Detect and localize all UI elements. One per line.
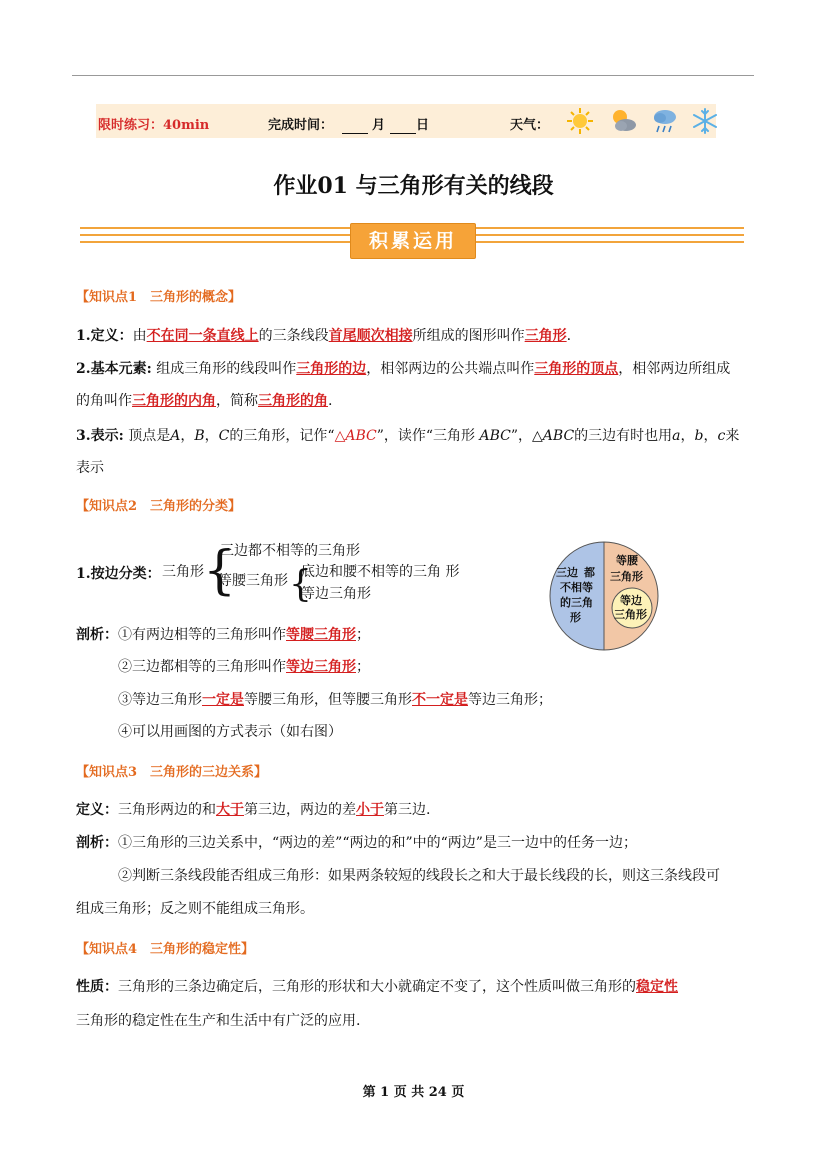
sun-icon[interactable] (565, 106, 595, 136)
text: ”，读作“三角形 (376, 428, 480, 444)
keyword: 小于 (356, 802, 384, 818)
text: 的三角形，记作“ (229, 428, 335, 444)
text: 第三边，两边的差 (244, 802, 356, 818)
kp2-analysis-2 (118, 656, 370, 678)
svg-text:三边: 三边 (556, 566, 578, 579)
text: ，相邻两边的公共端点叫作 (366, 361, 535, 377)
text: ②三边都相等的三角形叫作 (118, 659, 286, 675)
keyword: 大于 (216, 802, 244, 818)
text: ； (356, 627, 370, 643)
text: 等边三角形； (468, 692, 552, 708)
text: 的三边有时也用 (574, 428, 673, 444)
var: B (194, 428, 205, 444)
time-limit: 限时练习：40min (98, 118, 210, 133)
var: C (218, 428, 230, 444)
text: ， (680, 428, 695, 444)
text: ，简称 (216, 393, 258, 409)
text: ， (703, 428, 718, 444)
text: 等腰三角形，但等腰三角形 (244, 692, 412, 708)
keyword: 首尾顺次相接 (328, 328, 413, 344)
kp2-root: 三角形 (162, 564, 204, 580)
kp2-lead: 1.按边分类： (76, 566, 161, 582)
keyword: 稳定性 (636, 979, 678, 995)
text: 三角形的三条边确定后，三角形的形状和大小就确定不变了，这个性质叫做三角形的 (118, 979, 636, 995)
keyword: 三角形的顶点 (534, 361, 619, 377)
label: 3.表示: (76, 428, 124, 444)
keyword: 不一定是 (412, 692, 468, 708)
keyword: 三角形的内角 (132, 393, 216, 409)
svg-text:形: 形 (570, 611, 581, 624)
kp4-property (76, 976, 678, 998)
svg-text:都: 都 (584, 566, 595, 579)
kp3-analysis-1 (76, 832, 637, 854)
page-title: 作业01 与三角形有关的线段 (273, 173, 554, 199)
kp2-isosceles: 等腰三角形 (218, 573, 288, 589)
text: ； (356, 659, 370, 675)
text: . (328, 393, 333, 409)
keyword: 不在同一条直线上 (146, 328, 259, 344)
label: 性质： (76, 979, 118, 995)
kp1-definition (76, 325, 571, 347)
snow-icon[interactable] (690, 106, 720, 136)
kp1-elements (76, 358, 730, 380)
text: 由 (132, 328, 147, 344)
brace-small: { (289, 564, 312, 605)
label: 2.基本元素: (76, 361, 152, 377)
keyword: 等边三角形 (286, 659, 356, 675)
text: ”，△ (510, 428, 543, 444)
rain-icon[interactable] (650, 106, 680, 136)
day-label: 日 (416, 118, 430, 133)
var: b (694, 428, 704, 444)
section-banner: 积累运用 (350, 223, 476, 259)
text: 第三边. (384, 802, 431, 818)
text: 来 (725, 428, 740, 444)
month-blank[interactable] (342, 133, 368, 134)
svg-text:的三角: 的三角 (560, 596, 593, 609)
text: ， (180, 428, 195, 444)
kp3-analysis-2: ②判断三条线段能否组成三角形：如果两条较短的线段长之和大于最长线段的长，则这三条线段可 (118, 868, 720, 884)
var: A (170, 428, 181, 444)
svg-text:不相等: 不相等 (560, 581, 593, 594)
var: ABC (479, 428, 511, 444)
text: 所组成的图形叫作 (412, 328, 525, 344)
text: ①三角形的三边关系中，“两边的差”“两边的和”中的“两边”是三一边中的任务一边； (118, 835, 637, 851)
var: ABC (542, 428, 575, 444)
text: . (566, 328, 572, 344)
keyword: 等腰三角形 (286, 627, 356, 643)
keyword: 三角形的角 (258, 393, 328, 409)
keyword: 三角形 (524, 328, 567, 344)
weather-label: 天气： (510, 118, 550, 133)
keyword: 三角形的边 (296, 361, 367, 377)
classification-diagram (548, 540, 660, 652)
kp1-elements-cont (76, 390, 332, 412)
kp3-definition (76, 799, 430, 821)
done-label: 完成时间： (268, 118, 334, 133)
kp1-notation-cont: 表示 (76, 460, 104, 476)
header-rule (72, 75, 754, 76)
keyword: 一定是 (202, 692, 244, 708)
brace-large: { (203, 541, 237, 601)
kp2-analysis-1 (76, 624, 370, 646)
text: 三角形两边的和 (118, 802, 216, 818)
kp4-application: 三角形的稳定性在生产和生活中有广泛的应用. (76, 1013, 361, 1029)
label: 1.定义： (76, 328, 133, 344)
kp2-analysis-3 (118, 689, 552, 711)
kp2-equilateral: 等边三角形 (301, 586, 371, 602)
kp4-heading: 【知识点4 三角形的稳定性】 (76, 942, 255, 957)
var: c (717, 428, 726, 444)
kp2-scalene: 三边都不相等的三角形 (220, 543, 360, 559)
kp2-heading: 【知识点2 三角形的分类】 (76, 499, 242, 514)
text: ③等边三角形 (118, 692, 202, 708)
svg-text:三角形: 三角形 (614, 608, 647, 621)
svg-text:等腰: 等腰 (616, 554, 638, 567)
label: 定义： (76, 802, 118, 818)
kp2-iso-non-eq: 底边和腰不相等的三角 形 (301, 564, 460, 580)
kp3-heading: 【知识点3 三角形的三边关系】 (76, 765, 268, 780)
kp1-notation (76, 425, 739, 447)
text: ①有两边相等的三角形叫作 (118, 627, 286, 643)
svg-text:等边: 等边 (620, 594, 642, 607)
month-label: 月 (372, 118, 386, 133)
label: 剖析： (76, 627, 118, 643)
kp2-analysis-4: ④可以用画图的方式表示（如右图） (118, 724, 342, 740)
keyword: △ABC (334, 428, 377, 444)
text: 的三条线段 (258, 328, 329, 344)
page-footer: 第 1 页 共 24 页 (362, 1085, 465, 1100)
day-blank[interactable] (390, 133, 416, 134)
var: a (672, 428, 681, 444)
kp1-heading: 【知识点1 三角形的概念】 (76, 290, 242, 305)
kp3-analysis-3: 组成三角形；反之则不能组成三角形。 (76, 901, 314, 917)
cloudy-sun-icon[interactable] (608, 106, 638, 136)
text: 组成三角形的线段叫作 (151, 361, 297, 377)
text: 的角叫作 (76, 393, 132, 409)
text: ，相邻两边所组成 (618, 361, 731, 377)
text: ， (204, 428, 219, 444)
label: 剖析： (76, 835, 118, 851)
svg-text:三角形: 三角形 (610, 570, 643, 583)
text: 顶点是 (123, 428, 171, 444)
